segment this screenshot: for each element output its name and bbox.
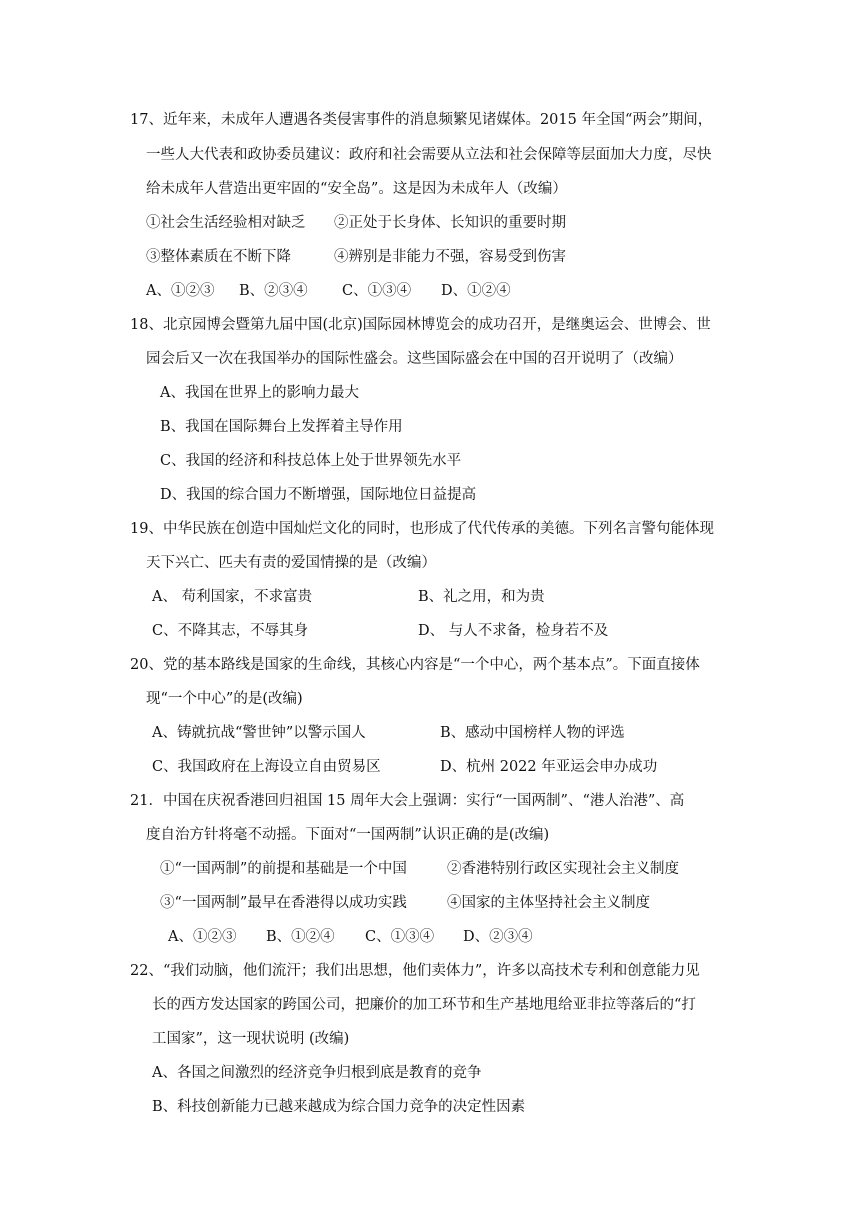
q21-stem-line2: 度自治方针将毫不动摇。下面对“一国两制”认识正确的是(改编) (146, 827, 550, 843)
q22-stem-line1: 22、“我们动脑，他们流汗；我们出思想，他们卖体力”，许多以高技术专利和创意能力见 (130, 963, 700, 979)
q17-option-d: D、①②④ (441, 283, 511, 299)
q21-option-b: B、①②④ (266, 929, 335, 945)
q17-option-a: A、①②③ (146, 283, 215, 299)
q22-option-a: A、各国之间激烈的经济竞争归根到底是教育的竞争 (152, 1065, 482, 1081)
q21-statement-2: ②香港特别行政区实现社会主义制度 (447, 861, 679, 877)
q22-stem-line3: 工国家”，这一现状说明 (改编) (152, 1031, 350, 1047)
q20-option-d: D、杭州 2022 年亚运会申办成功 (440, 759, 658, 775)
q18-stem-line2: 园会后又一次在我国举办的国际性盛会。这些国际盛会在中国的召开说明了（改编） (146, 351, 683, 367)
q17-stem-line3: 给未成年人营造出更牢固的“安全岛”。这是因为未成年人（改编） (146, 181, 567, 197)
q17-option-c: C、①③④ (342, 283, 412, 299)
q22-option-b: B、科技创新能力已越来越成为综合国力竞争的决定性因素 (152, 1099, 526, 1115)
q17-statement-4: ④辨别是非能力不强，容易受到伤害 (334, 249, 566, 265)
q17-stem-line1: 17、近年来，未成年人遭遇各类侵害事件的消息频繁见诸媒体。2015 年全国“两会”期间， (130, 112, 713, 128)
q20-stem-line1: 20、党的基本路线是国家的生命线，其核心内容是“一个中心，两个基本点”。下面直接体 (130, 657, 700, 673)
q21-statement-4: ④国家的主体坚持社会主义制度 (447, 895, 650, 911)
q18-stem-line1: 18、北京园博会暨第九届中国(北京)国际园林博览会的成功召开，是继奥运会、世博会、世 (130, 317, 711, 333)
q21-option-a: A、①②③ (168, 929, 237, 945)
q18-option-a: A、我国在世界上的影响力最大 (160, 385, 359, 401)
q19-option-b: B、礼之用，和为贵 (418, 589, 545, 605)
q21-statement-1: ①“一国两制”的前提和基础是一个中国 (160, 861, 407, 877)
q18-option-c: C、我国的经济和科技总体上处于世界领先水平 (160, 453, 462, 469)
q22-stem-line2: 长的西方发达国家的跨国公司，把廉价的加工环节和生产基地甩给亚非拉等落后的“打 (152, 997, 696, 1013)
q21-stem-line1: 21．中国在庆祝香港回归祖国 15 周年大会上强调：实行“一国两制”、“港人治港”、高 (130, 793, 685, 809)
q18-option-d: D、我国的综合国力不断增强，国际地位日益提高 (160, 487, 477, 503)
q19-stem-line2: 天下兴亡、匹夫有责的爱国情操的是（改编） (146, 555, 436, 571)
q21-statement-3: ③“一国两制”最早在香港得以成功实践 (160, 895, 407, 911)
q17-statement-2: ②正处于长身体、长知识的重要时期 (334, 215, 566, 231)
q19-option-c: C、不降其志，不辱其身 (152, 623, 309, 639)
q20-option-a: A、铸就抗战“警世钟”以警示国人 (152, 725, 366, 741)
q20-option-b: B、感动中国榜样人物的评选 (440, 725, 625, 741)
q17-statement-1: ①社会生活经验相对缺乏 (146, 215, 306, 231)
q18-option-b: B、我国在国际舞台上发挥着主导作用 (160, 419, 403, 435)
q17-option-b: B、②③④ (239, 283, 308, 299)
q20-option-c: C、我国政府在上海设立自由贸易区 (152, 759, 381, 775)
q19-option-d: D、 与人不求备，检身若不及 (418, 623, 609, 639)
q19-stem-line1: 19、中华民族在创造中国灿烂文化的同时，也形成了代代传承的美德。下列名言警句能体现 (130, 521, 714, 537)
q21-option-c: C、①③④ (365, 929, 435, 945)
q21-option-d: D、②③④ (463, 929, 533, 945)
q17-statement-3: ③整体素质在不断下降 (146, 249, 291, 265)
q19-option-a: A、 苟利国家，不求富贵 (152, 589, 313, 605)
q17-stem-line2: 一些人大代表和政协委员建议：政府和社会需要从立法和社会保障等层面加大力度，尽快 (146, 147, 712, 163)
q20-stem-line2: 现“一个中心”的是(改编) (146, 691, 303, 707)
